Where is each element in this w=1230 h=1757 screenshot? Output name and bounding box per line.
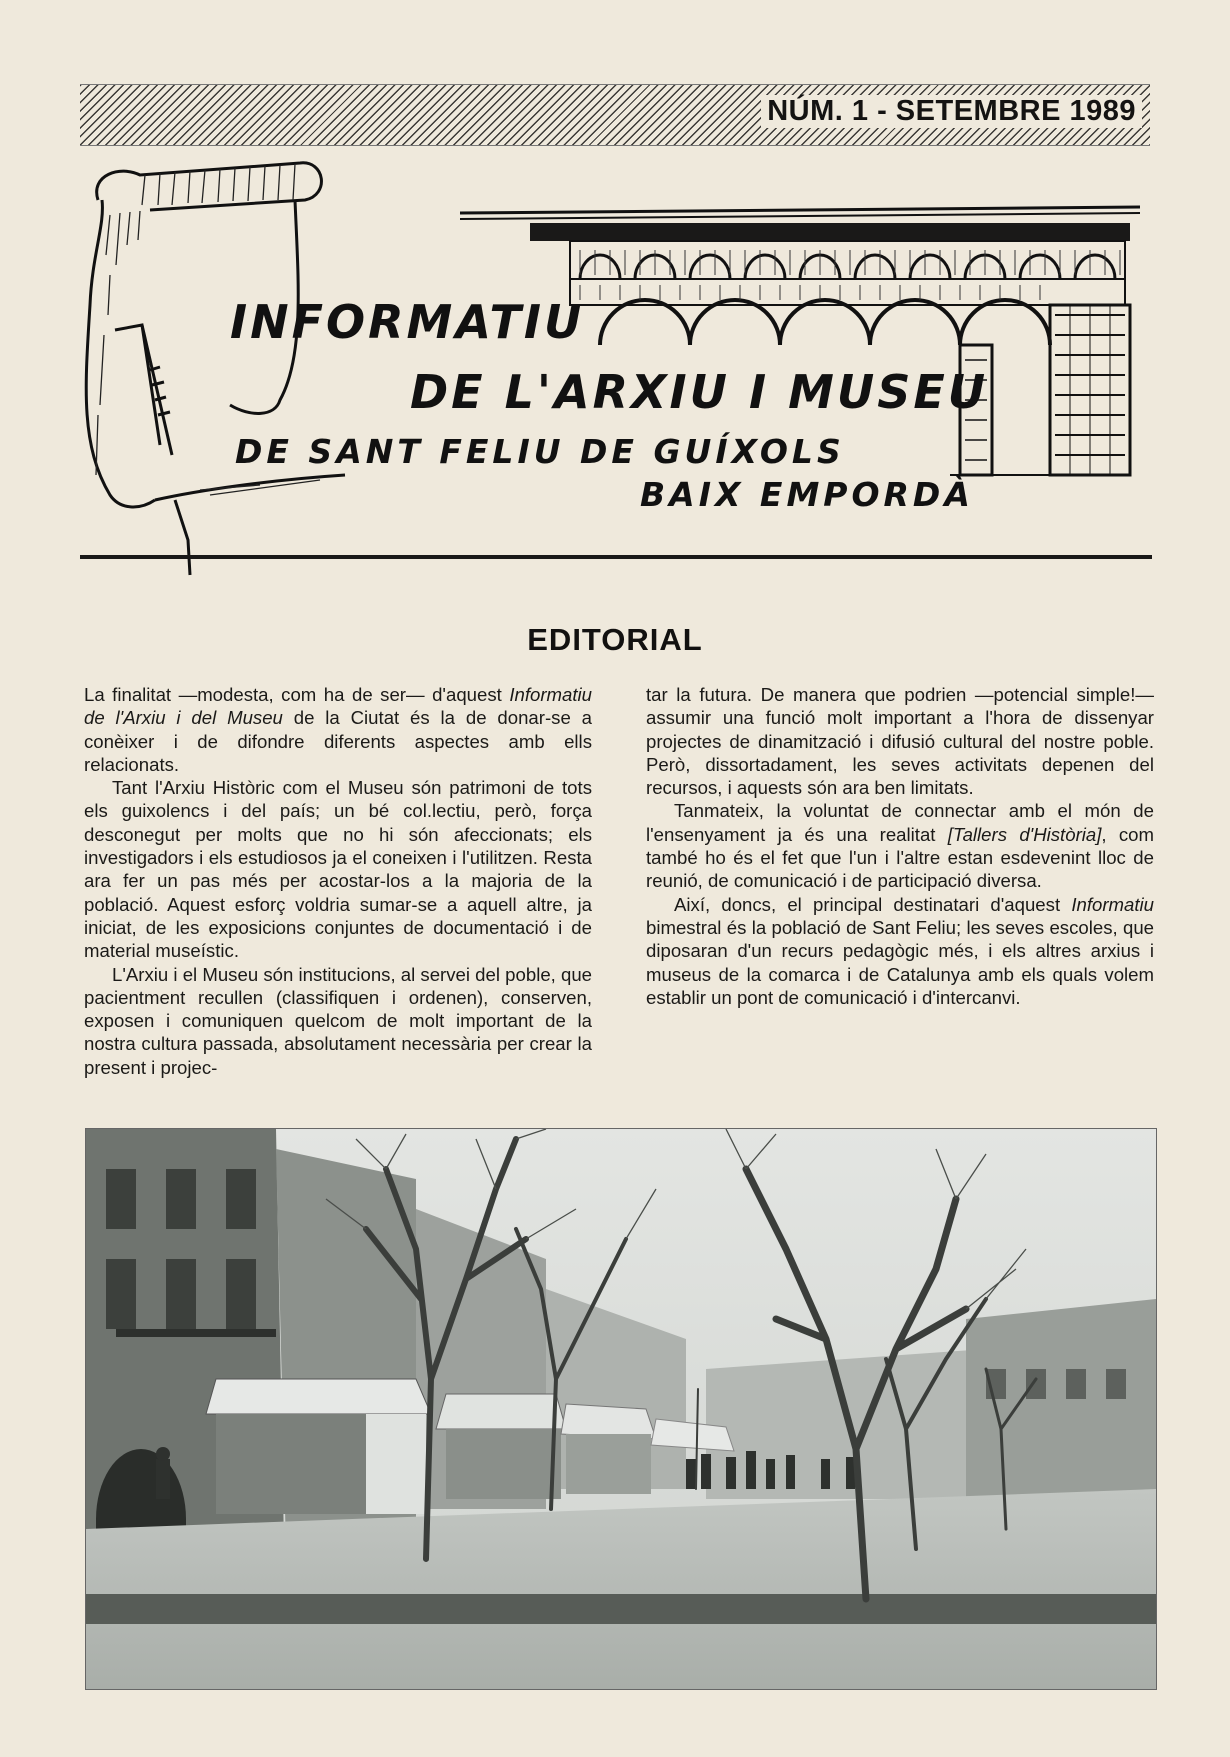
masthead-line-4: BAIX EMPORDÀ [640,475,974,514]
historic-photo [85,1128,1157,1690]
editorial-paragraph: tar la futura. De manera que podrien —potencial simple!— assumir una funció molt important a l'hora de dissenyar projectes de dinamització i difusió cultural del nostre poble. Però, dissortadament, les seves activitats depenen del recursos, i aquests són ara ben limitats. [646,684,1154,799]
editorial-paragraph: L'Arxiu i el Museu són institucions, al servei del poble, que pacientment recullen (classifiquen i ordenen), conserven, exposen i comuniquen quelcom de molt important de la nostra cultura passada, absolutament necessària per crear la present i projec- [84,963,593,1078]
masthead-line-3: DE SANT FELIU DE GUÍXOLS [235,432,845,471]
editorial-paragraph [646,893,1154,1009]
text-run: bimestral és la població de Sant Feliu; les seves escoles, que diposaran d'un recurs pedagògic més, i els altres arxius i museus de la comarca i de Catalunya amb els quals volem establir un pont de comunicació i d'intercanvi. [646,916,1154,1008]
editorial-paragraph: Tant l'Arxiu Històric com el Museu són patrimoni de tots els guixolencs i del país; un bé col.lectiu, però, força desconegut per molts que no hi són afeccionats; els investigadors i els estudiosos ja el coneixen i l'utilitzen. Resta ara fer un pas més per acostar-los a la majoria de la població. Aquest esforç voldria sumar-se a aquell altre, ja iniciat, de les exposicions conjuntes de documentació i de material museístic. [84,777,592,962]
text-run-italic: Informatiu de l'Arxiu i del Museu [84,684,592,729]
photo-illustration [86,1129,1156,1689]
text-run: , com també ho és el fet que l'un i l'altre estan esdevenint lloc de reunió, de comunicació i de participació diversa. [646,823,1154,892]
masthead-rule [80,555,1152,559]
text-run-italic: Informatiu [1071,893,1154,915]
masthead [80,155,1170,585]
text-run-italic: [Tallers d'Història] [947,823,1102,845]
issue-band [80,84,1150,146]
editorial-paragraph [646,799,1154,892]
text-run: de la Ciutat és la de donar-se a conèixer i de difondre diferents aspectes amb ells relacionats. [84,707,592,775]
editorial-column-left [84,683,592,1079]
editorial-column-right [646,683,1154,1009]
scroll-drawing [86,163,345,575]
editorial-paragraph [84,683,592,776]
text-run: La finalitat —modesta, com ha de ser— d'aquest [84,684,510,705]
text-run: Així, doncs, el principal destinatari d'aquest [674,893,1072,915]
text-run: Tanmateix, la voluntat de connectar amb el món de l'ensenyament ja és una realitat [646,800,1154,845]
masthead-line-1: INFORMATIU [230,295,585,349]
editorial-heading: EDITORIAL [527,622,703,657]
issue-number: NÚM. 1 - SETEMBRE 1989 [761,95,1142,128]
masthead-line-2: DE L'ARXIU I MUSEU [410,365,989,419]
